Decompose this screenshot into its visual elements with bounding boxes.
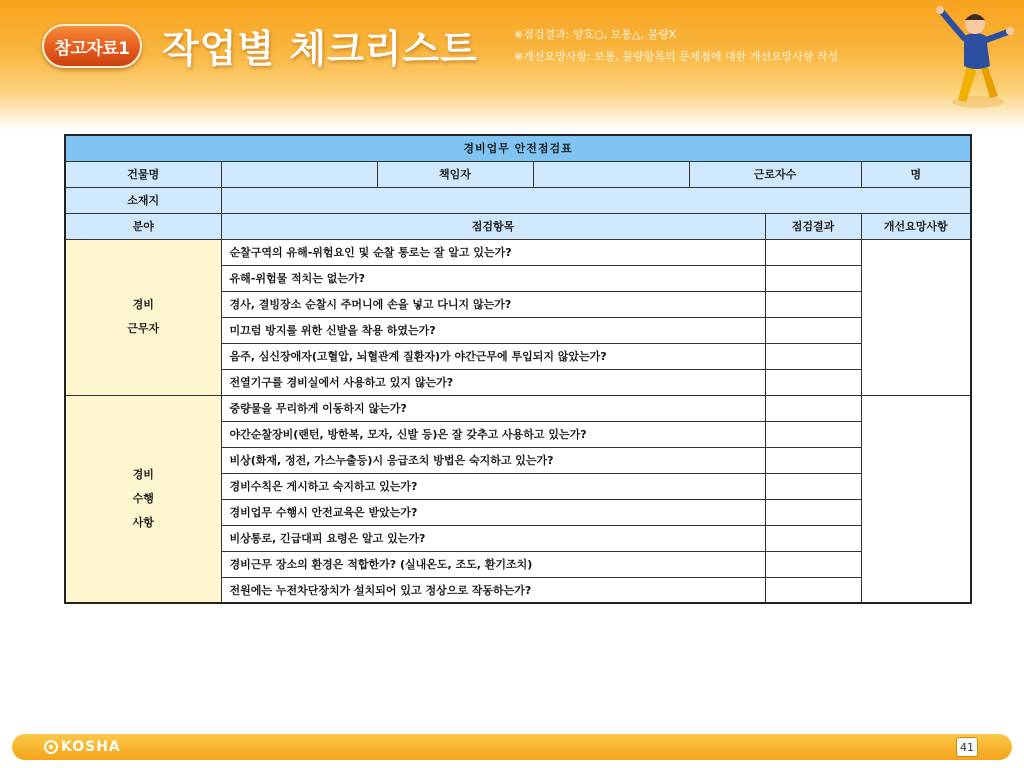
kosha-logo bbox=[44, 738, 121, 756]
location-value[interactable] bbox=[221, 187, 971, 213]
result-cell[interactable] bbox=[765, 265, 861, 291]
result-cell[interactable] bbox=[765, 551, 861, 577]
result-cell[interactable] bbox=[765, 525, 861, 551]
check-item: 유해-위험물 적치는 없는가? bbox=[221, 265, 765, 291]
improvement-header: 개선요망사항 bbox=[861, 213, 971, 239]
page-title: 작업별 체크리스트 bbox=[162, 27, 478, 71]
result-cell[interactable] bbox=[765, 317, 861, 343]
result-cell[interactable] bbox=[765, 421, 861, 447]
result-legend-note: ※점검결과: 양호○, 보통△, 불량X bbox=[514, 28, 677, 41]
column-header-row bbox=[65, 213, 971, 239]
table-title: 경비업무 안전점검표 bbox=[65, 135, 971, 161]
check-item: 경비수칙은 게시하고 숙지하고 있는가? bbox=[221, 473, 765, 499]
building-value[interactable] bbox=[221, 161, 377, 187]
safety-checklist-table bbox=[64, 134, 972, 604]
check-item: 전열기구를 경비실에서 사용하고 있지 않는가? bbox=[221, 369, 765, 395]
check-item: 경비업무 수행시 안전교육은 받았는가? bbox=[221, 499, 765, 525]
result-cell[interactable] bbox=[765, 369, 861, 395]
logo-text: KOSHA bbox=[61, 739, 121, 755]
result-cell[interactable] bbox=[765, 343, 861, 369]
table-row bbox=[65, 239, 971, 265]
result-cell[interactable] bbox=[765, 577, 861, 603]
category-name-line: 근무자 bbox=[127, 322, 160, 335]
category-guard-duties bbox=[65, 395, 221, 603]
location-row bbox=[65, 187, 971, 213]
result-header: 점검결과 bbox=[765, 213, 861, 239]
category-header: 분야 bbox=[65, 213, 221, 239]
check-item: 경사, 결빙장소 순찰시 주머니에 손을 넣고 다니지 않는가? bbox=[221, 291, 765, 317]
result-cell[interactable] bbox=[765, 291, 861, 317]
page-number: 41 bbox=[956, 737, 978, 757]
item-header: 점검항목 bbox=[221, 213, 765, 239]
legend-notes bbox=[514, 24, 838, 68]
category-name-line: 수행 bbox=[132, 491, 154, 505]
improvement-legend-note: ※개선요망사항: 보통, 불량항목의 문제점에 대한 개선요망사항 작성 bbox=[514, 50, 839, 63]
check-item: 중량물을 무리하게 이동하지 않는가? bbox=[221, 395, 765, 421]
check-item: 미끄럼 방지를 위한 신발을 착용 하였는가? bbox=[221, 317, 765, 343]
check-item: 음주, 심신장애자(고혈압, 뇌혈관계 질환자)가 야간근무에 투입되지 않았는가? bbox=[221, 343, 765, 369]
category-name-line: 경비 bbox=[132, 298, 154, 311]
check-item: 비상(화재, 정전, 가스누출등)시 응급조치 방법은 숙지하고 있는가? bbox=[221, 447, 765, 473]
manager-label: 책임자 bbox=[377, 161, 533, 187]
check-item: 비상통로, 긴급대피 요령은 알고 있는가? bbox=[221, 525, 765, 551]
info-row bbox=[65, 161, 971, 187]
check-item: 전원에는 누전차단장치가 설치되어 있고 정상으로 작동하는가? bbox=[221, 577, 765, 603]
manager-value[interactable] bbox=[533, 161, 689, 187]
improvement-cell[interactable] bbox=[861, 395, 971, 603]
header-band bbox=[0, 0, 1024, 130]
table-row bbox=[65, 395, 971, 421]
workers-label: 근로자수 bbox=[689, 161, 861, 187]
result-cell[interactable] bbox=[765, 447, 861, 473]
check-item: 야간순찰장비(랜턴, 방한복, 모자, 신발 등)은 잘 갖추고 사용하고 있는가? bbox=[221, 421, 765, 447]
check-item: 경비근무 장소의 환경은 적합한가? (실내온도, 조도, 환기조치) bbox=[221, 551, 765, 577]
category-guard-worker bbox=[65, 239, 221, 395]
result-cell[interactable] bbox=[765, 473, 861, 499]
result-cell[interactable] bbox=[765, 239, 861, 265]
check-item: 순찰구역의 유해-위험요인 및 순찰 통로는 잘 알고 있는가? bbox=[221, 239, 765, 265]
kosha-emblem-icon bbox=[44, 740, 58, 754]
result-cell[interactable] bbox=[765, 395, 861, 421]
improvement-cell[interactable] bbox=[861, 239, 971, 395]
location-label: 소재지 bbox=[65, 187, 221, 213]
result-cell[interactable] bbox=[765, 499, 861, 525]
category-name-line: 경비 bbox=[132, 467, 154, 481]
mascot-illustration bbox=[928, 2, 1020, 112]
workers-unit: 명 bbox=[861, 161, 971, 187]
footer-bar bbox=[12, 734, 1012, 760]
building-label: 건물명 bbox=[65, 161, 221, 187]
reference-badge: 참고자료1 bbox=[42, 24, 142, 68]
category-name-line: 사항 bbox=[132, 515, 154, 529]
